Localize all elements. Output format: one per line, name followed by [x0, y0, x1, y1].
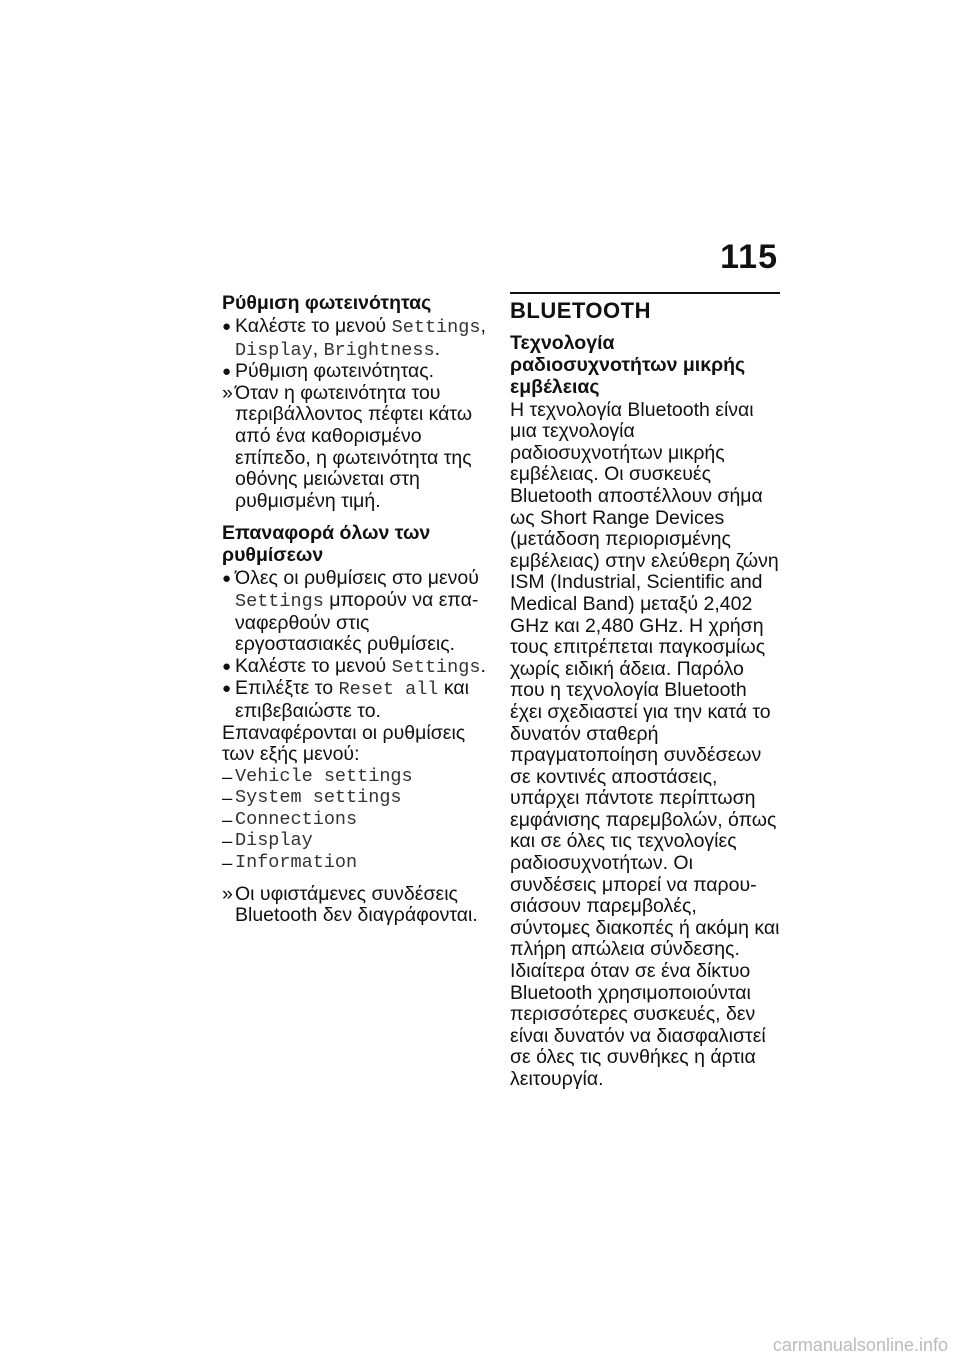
dash-icon: – [222, 787, 233, 809]
menu-list-item [222, 852, 494, 874]
dash-icon: – [222, 765, 233, 787]
dash-icon: – [222, 808, 233, 830]
menu-display: Display [235, 339, 313, 361]
bullet-icon: ● [222, 570, 232, 588]
menu-brightness: Brightness [323, 339, 435, 361]
dash-icon: – [222, 830, 233, 852]
result-bluetooth-kept [222, 884, 494, 927]
result-brightness [222, 383, 494, 513]
result-arrow-icon: » [222, 882, 233, 905]
heading-brightness: Ρύθμιση φωτεινότητας [222, 292, 432, 314]
step-reset-all [222, 678, 494, 722]
text: Καλέστε το μενού [235, 315, 392, 337]
step-adjust-brightness [222, 361, 494, 383]
step-open-settings [222, 656, 494, 679]
result-arrow-icon: » [222, 381, 233, 404]
heading-reset: Επαναφορά όλων των ρυθμίσεων [222, 522, 431, 567]
left-column [222, 292, 494, 927]
bullet-icon: ● [222, 657, 232, 675]
menu-list-item [222, 809, 494, 831]
menu-list-item [222, 787, 494, 809]
text: Οι υφιστάμενες συνδέσεις Bluetooth δεν διαγράφονται. [235, 882, 478, 927]
step-reset-info [222, 568, 494, 655]
page-number: 115 [720, 238, 778, 276]
text: Information [235, 852, 358, 874]
bluetooth-body-text: Η τεχνολογία Bluetooth είναι μια τεχνολογία ραδιοσυχνοτήτων μικρής εμβέλειας. Οι συσκευές Bluetooth αποστέλλουν σήμα ως Short Range Devices (μετάδοση περιορισμένης εμβέλειας) στην ελεύθερη ζώνη ISM (Industrial, Scientific and Medical Band) μεταξύ 2,402 GHz και 2,480 GHz. Η χρήση τους επιτρέπεται παγκοσμίως χωρίς ειδική άδεια. Παρόλο που η τεχνολογία Bluetooth έχει σχεδιαστεί για την κατά το δυνατόν σταθερή πραγματοποίηση συνδέσεων σε κοντινές αποστάσεις, υπάρχει πάντοτε περίπτωση εμφάνισης παρεμβολών, όπως και σε όλες τις τεχνολογίες ραδιοσυχνοτήτων. Οι συνδέσεις μπορεί να παρουσιάσουν παρεμβολές, σύντομες διακοπές ή ακόμη και πλήρη απώλεια σύνδεσης. Ιδιαίτερα όταν σε ένα δίκτυο Bluetooth χρησιμοποιούνται περισσότερες συσκευές, δεν είναι δυνατόν να διασφαλιστεί σε όλες τις συνθήκες η άρτια λειτουργία. [510, 398, 780, 1090]
reset-menus-intro: Επαναφέρονται οι ρυθμίσεις των εξής μενού: [222, 721, 466, 766]
text: . [434, 337, 441, 360]
menu-settings: Settings [235, 590, 324, 612]
menu-settings: Settings [391, 656, 481, 678]
menu-list-item [222, 766, 494, 788]
right-column [510, 292, 780, 1091]
text: και επιβεβαιώστε το. [235, 677, 469, 722]
text: Όλες οι ρυθμίσεις στο μενού [235, 567, 479, 590]
menu-settings: Settings [391, 317, 481, 338]
text: Όταν η φωτεινότητα του περιβάλλοντος πέφτει κάτω από ένα καθορισμένο επίπεδο, η φωτεινότητα της οθόνης μειώνεται στη ρυθμισμένη τιμή. [235, 381, 473, 512]
section-title: BLUETOOTH [510, 292, 780, 322]
menu-list-item [222, 830, 494, 852]
text: Connections [235, 808, 358, 830]
step-open-brightness-menu [222, 316, 494, 361]
text: , [312, 337, 324, 360]
text: System settings [235, 787, 402, 809]
bullet-icon: ● [222, 318, 232, 335]
bullet-icon: ● [222, 680, 232, 698]
text: , [480, 315, 486, 337]
text: Καλέστε το μενού [235, 654, 392, 677]
text: Επιλέξτε το [235, 677, 339, 700]
watermark: carmanualsonline.info [772, 1335, 948, 1355]
text: μπορούν να επαναφερθούν στις εργοστασιακές ρυθμίσεις. [235, 588, 479, 656]
dash-icon: – [222, 852, 233, 874]
text: Ρύθμιση φωτεινότητας. [235, 360, 435, 383]
text: Display [235, 830, 313, 852]
heading-short-range: Τεχνολογία ραδιοσυχνοτήτων μικρής εμβέλειας [510, 331, 746, 398]
text: Vehicle settings [235, 765, 413, 787]
text: . [480, 654, 486, 677]
menu-reset-all: Reset all [338, 679, 439, 701]
bullet-icon: ● [222, 363, 232, 381]
